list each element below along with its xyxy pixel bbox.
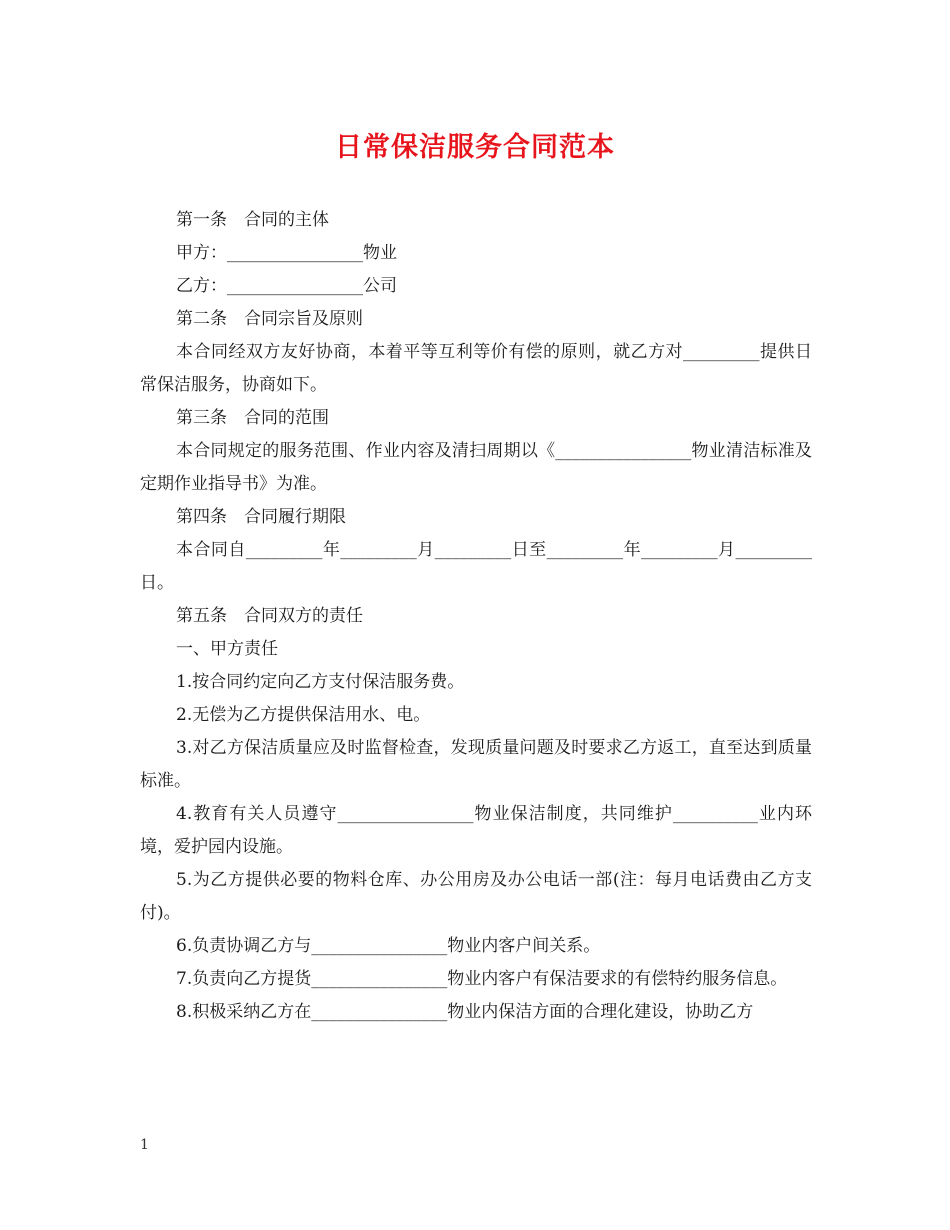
- paragraph-duty-7: 7.负责向乙方提货________________物业内客户有保洁要求的有偿特约服务信息。: [176, 969, 788, 989]
- page-number: 1: [140, 1137, 149, 1153]
- paragraph-article-2-text: 本合同经双方友好协商，本着平等互利等价有偿的原则，就乙方对_________提供日常保洁服务，协商如下。: [140, 342, 812, 395]
- paragraph-article-3-text: 本合同规定的服务范围、作业内容及清扫周期以《________________物业清洁标准及定期作业指导书》为准。: [140, 441, 812, 494]
- paragraph-article-5-heading: 第五条 合同双方的责任: [176, 606, 363, 626]
- paragraph-article-4-text: 本合同自_________年_________月_________日至_________年_________月_________日。: [140, 540, 812, 593]
- paragraph-duty-6: 6.负责协调乙方与________________物业内客户间关系。: [176, 936, 601, 956]
- document-title: 日常保洁服务合同范本: [335, 132, 615, 163]
- paragraph-duty-4: 4.教育有关人员遵守________________物业保洁制度，共同维护__________业内环境，爱护园内设施。: [140, 804, 812, 857]
- paragraph-party-a-duties-heading: 一、甲方责任: [176, 639, 278, 659]
- paragraph-duty-3: 3.对乙方保洁质量应及时监督检查，发现质量问题及时要求乙方返工，直至达到质量标准。: [140, 738, 812, 791]
- paragraph-duty-1: 1.按合同约定向乙方支付保洁服务费。: [176, 672, 465, 692]
- paragraph-duty-5: 5.为乙方提供必要的物料仓库、办公用房及办公电话一部(注：每月电话费由乙方支付)。: [140, 870, 812, 923]
- paragraph-duty-2: 2.无偿为乙方提供保洁用水、电。: [176, 705, 431, 725]
- paragraph-article-3-heading: 第三条 合同的范围: [176, 408, 329, 428]
- paragraph-article-2-heading: 第二条 合同宗旨及原则: [176, 309, 363, 329]
- paragraph-party-b: 乙方：________________公司: [176, 276, 397, 296]
- paragraph-party-a: 甲方：________________物业: [176, 243, 397, 263]
- document-body: [140, 204, 812, 1029]
- paragraph-duty-8: 8.积极采纳乙方在________________物业内保洁方面的合理化建设，协助乙方: [176, 1002, 754, 1022]
- paragraph-article-4-heading: 第四条 合同履行期限: [176, 507, 346, 527]
- paragraph-article-1-heading: 第一条 合同的主体: [176, 210, 329, 230]
